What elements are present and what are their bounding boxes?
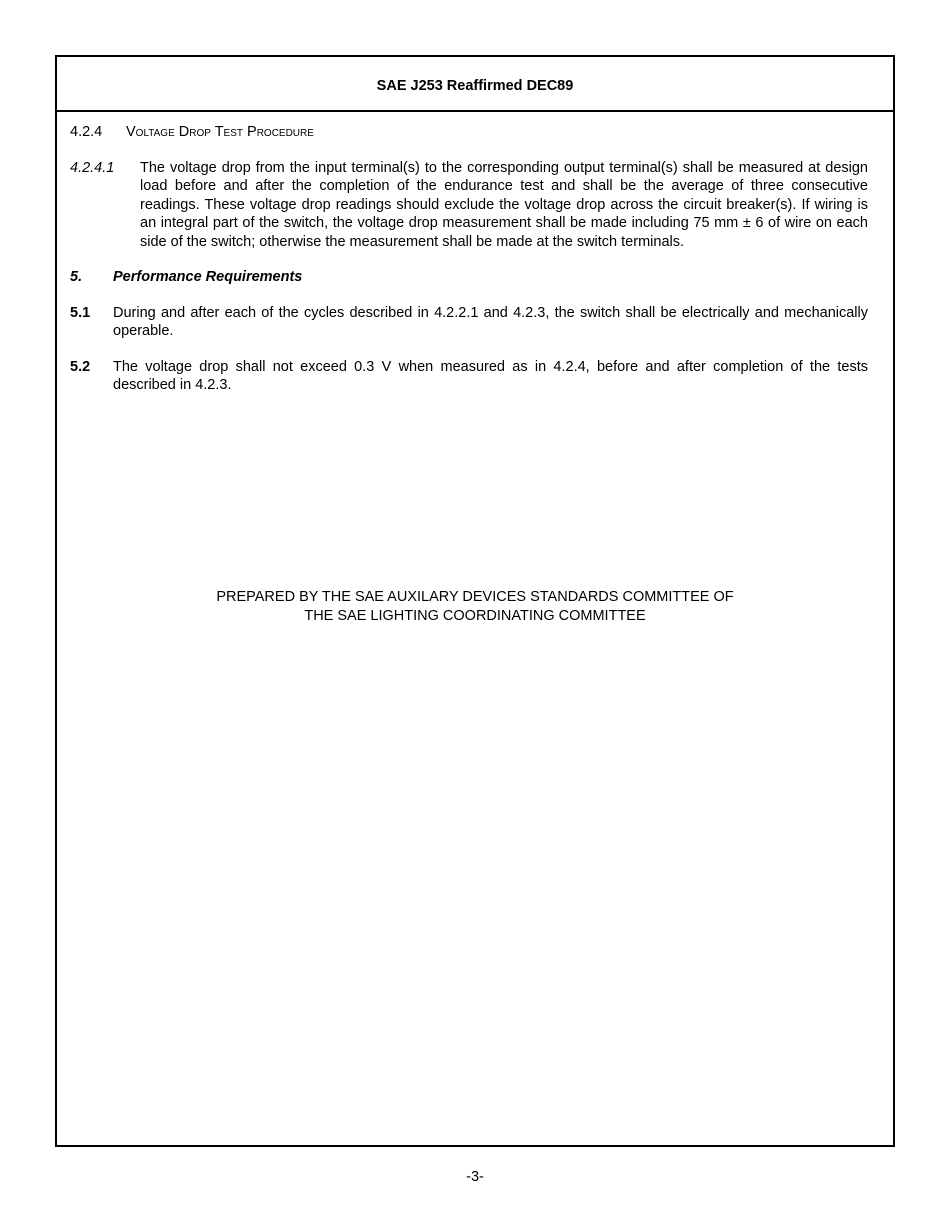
document-body — [70, 123, 868, 395]
section-number: 4.2.4 — [70, 124, 103, 140]
paragraph-5-1 — [70, 304, 868, 341]
paragraph-text: The voltage drop from the input terminal(s) to the corresponding output terminal(s) shall be measured at design load before and after the completion of the endurance test and shall be the average of three consecutive readings. These voltage drop readings should exclude the voltage drop across the circuit breaker(s). If wiring is an integral part of the switch, the voltage drop measurement shall be made including 75 mm ± 6 of wire on each side of the switch; otherwise the measurement shall be made at the switch terminals. — [140, 159, 868, 250]
prepared-by-line-1: PREPARED BY THE SAE AUXILARY DEVICES STANDARDS COMMITTEE OF — [216, 589, 734, 605]
paragraph-4-2-4-1 — [70, 159, 868, 252]
prepared-by-line-2: THE SAE LIGHTING COORDINATING COMMITTEE — [304, 607, 646, 624]
header-title: SAE J253 Reaffirmed DEC89 — [376, 78, 574, 94]
paragraph-number: 5.2 — [70, 358, 91, 375]
section-number: 5. — [70, 269, 83, 285]
section-4-2-4-heading — [70, 123, 868, 142]
paragraph-text: During and after each of the cycles described in 4.2.2.1 and 4.2.3, the switch shall be electrically and mechanically operable. — [113, 304, 868, 339]
section-title: Performance Requirements — [113, 269, 303, 285]
section-title: Voltage Drop Test Procedure — [126, 124, 314, 140]
section-5-heading — [70, 268, 868, 287]
prepared-by-statement — [57, 588, 893, 625]
paragraph-5-2 — [70, 358, 868, 395]
paragraph-text: The voltage drop shall not exceed 0.3 V when measured as in 4.2.4, before and after completion of the tests described in 4.2.3. — [113, 358, 868, 393]
paragraph-number: 5.1 — [70, 304, 91, 321]
document-header — [57, 57, 893, 112]
paragraph-number: 4.2.4.1 — [70, 159, 115, 176]
page-frame — [55, 55, 895, 1147]
page-number: -3- — [466, 1169, 484, 1185]
